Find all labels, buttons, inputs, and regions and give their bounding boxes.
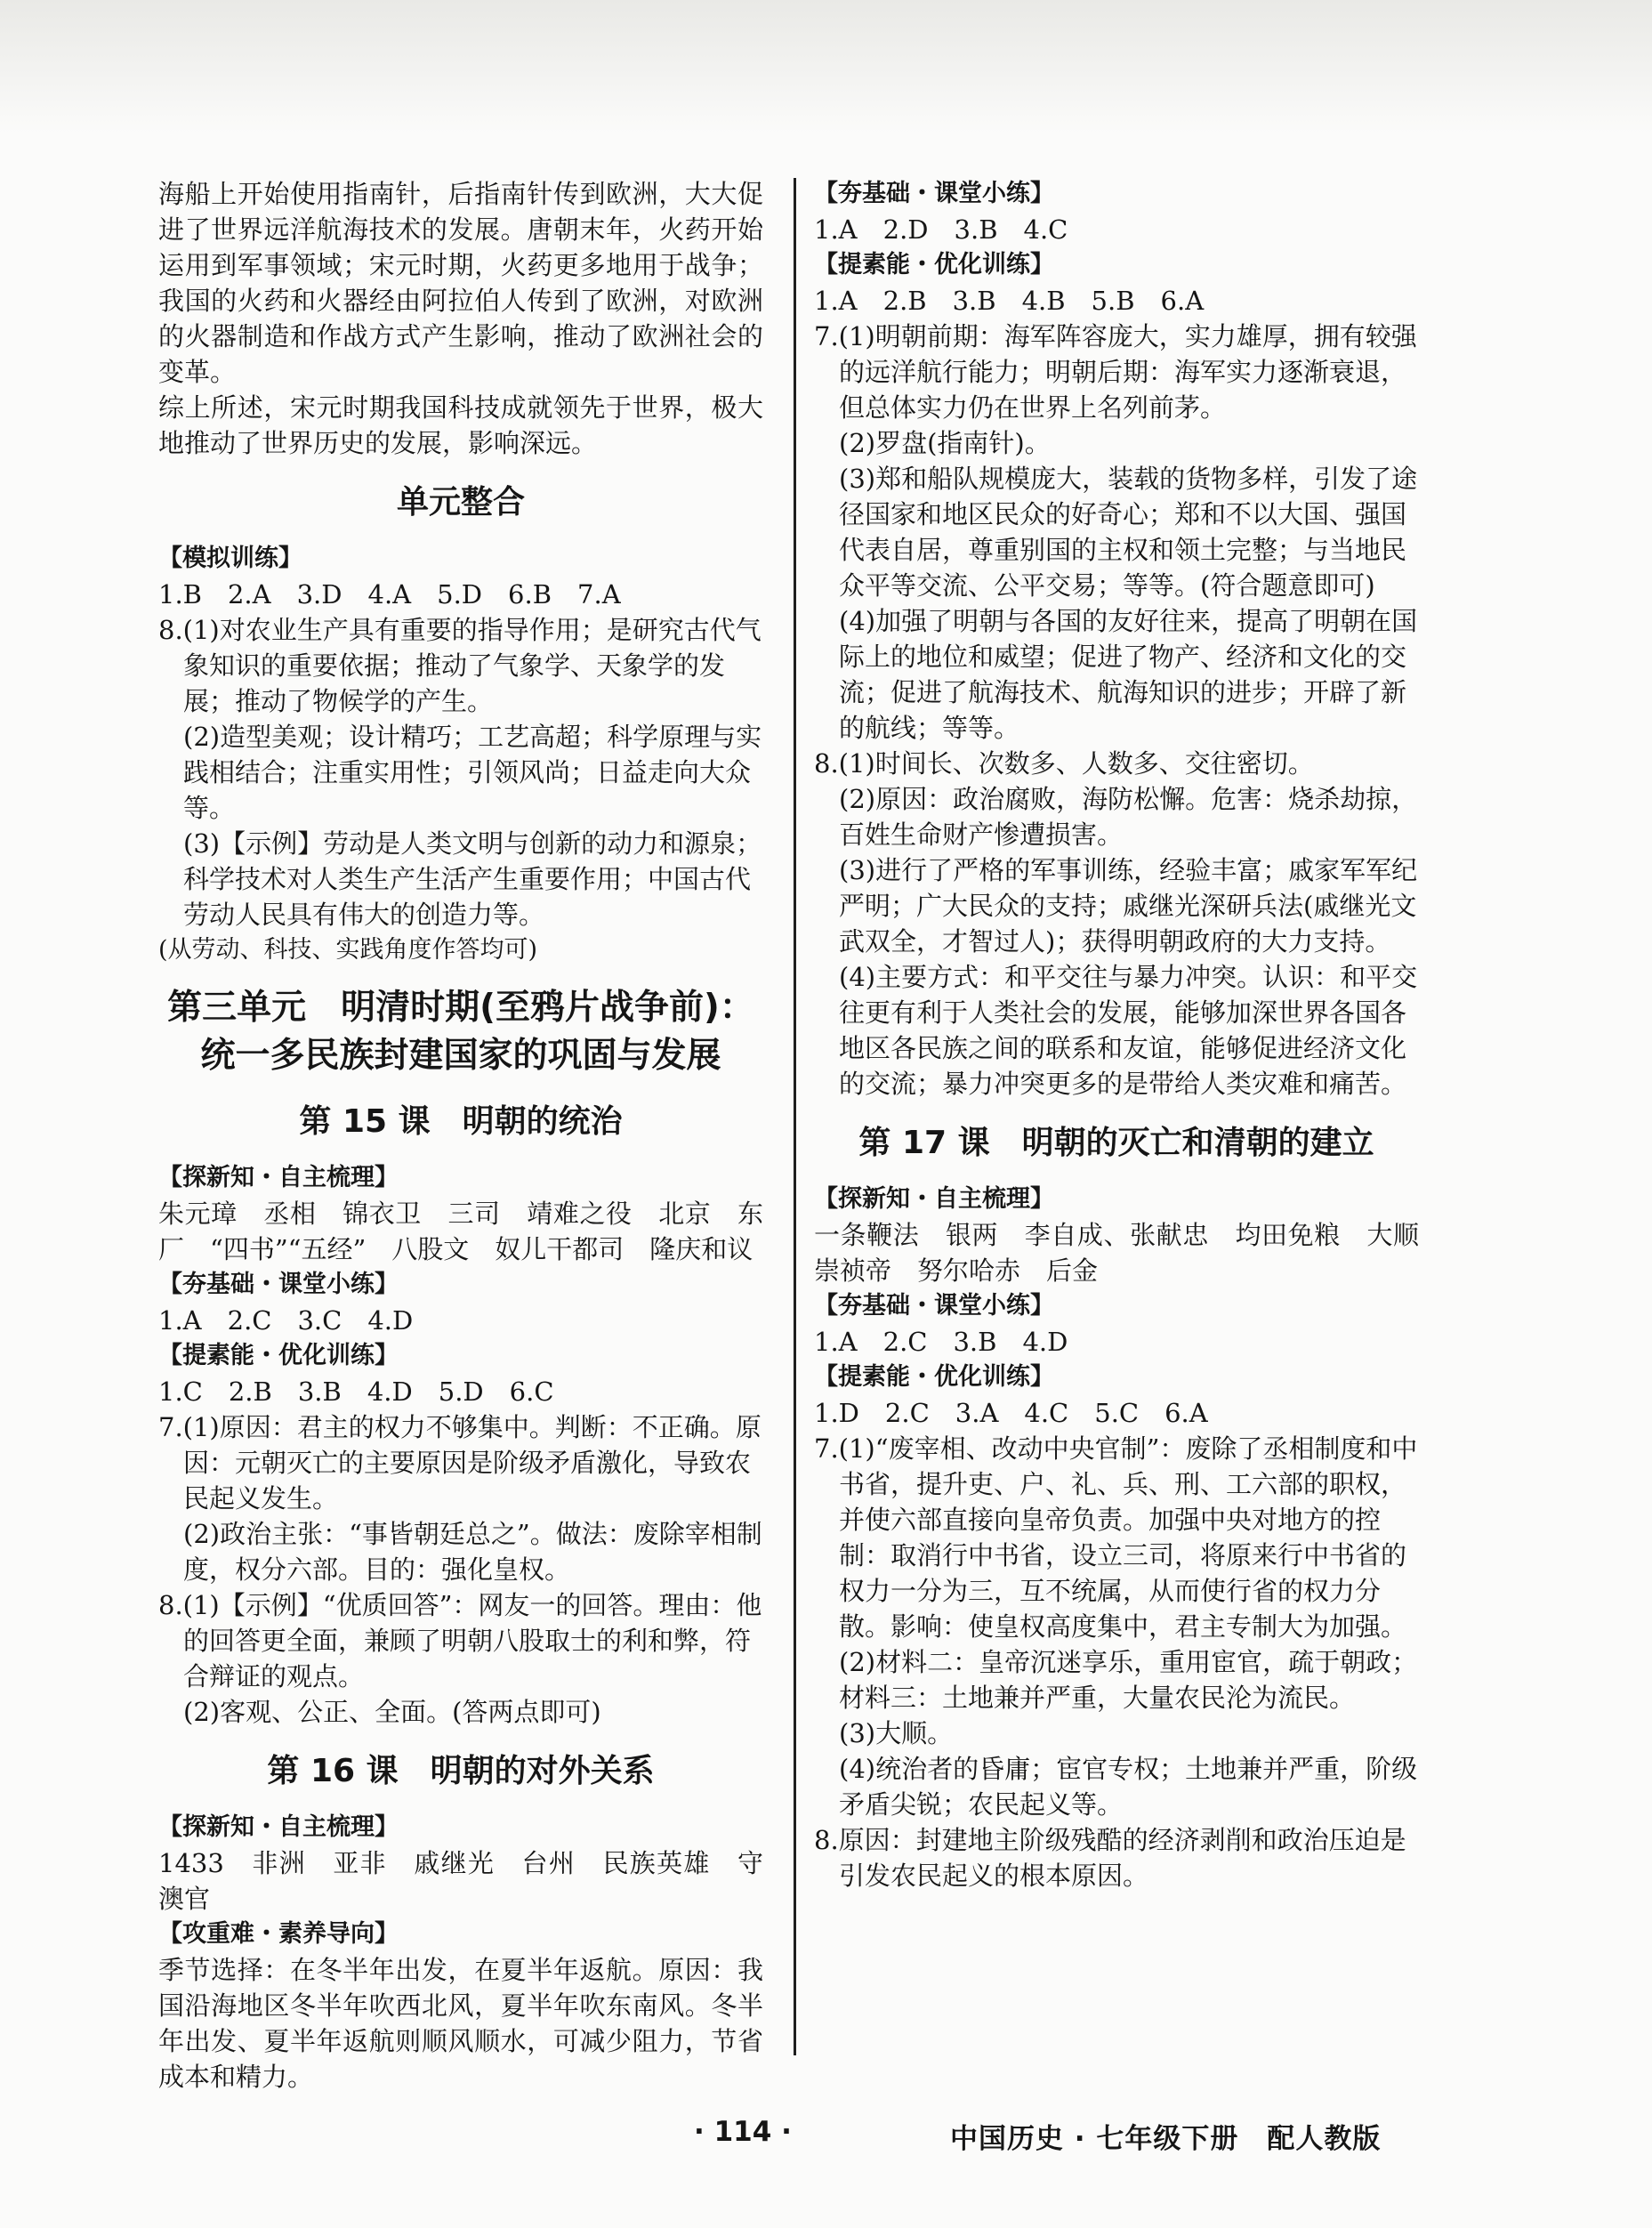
- lesson-16-title: 第 16 课 明朝的对外关系: [267, 1753, 655, 1789]
- section-label: 【模拟训练】: [158, 545, 302, 572]
- answer-line: 7.(1)明朝前期：海军阵容庞大，实力雄厚，拥有较强的远洋航行能力；明朝后期：海军实力逐渐衰退，但总体实力仍在世界上名列前茅。: [814, 321, 1417, 423]
- answer-line: (4)加强了明朝与各国的友好往来，提高了明朝在国际上的地位和威望；促进了物产、经济和文化的交流；促进了航海技术、航海知识的进步；开辟了新的航线；等等。: [839, 606, 1418, 743]
- page-footer: [0, 2116, 1652, 2160]
- answer-line: 1.A 2.C 3.C 4.D: [158, 1305, 414, 1336]
- answer-line: (2)原因：政治腐败，海防松懈。危害：烧杀劫掠，百姓生命财产惨遭损害。: [839, 784, 1418, 850]
- answer-line: 1.A 2.D 3.B 4.C: [814, 214, 1068, 245]
- section-label: 【探新知・自主梳理】: [814, 1185, 1054, 1213]
- section-label: 【夯基础・课堂小练】: [814, 180, 1054, 207]
- book-info: 中国历史 · 七年级下册 配人教版: [950, 2123, 1382, 2155]
- answer-line: 7.(1)原因：君主的权力不够集中。判断：不正确。原因：元朝灭亡的主要原因是阶级矛盾激化，导致农民起义发生。: [158, 1412, 762, 1514]
- answer-line: 1.C 2.B 3.B 4.D 5.D 6.C: [158, 1376, 554, 1407]
- answer-line: 8.原因：封建地主阶级残酷的经济剥削和政治压迫是引发农民起义的根本原因。: [814, 1825, 1406, 1891]
- page-number: · 114 ·: [694, 2116, 792, 2148]
- column-divider: [794, 178, 796, 2055]
- lesson-15-title: 第 15 课 明朝的统治: [299, 1103, 623, 1140]
- answer-line: (3)【示例】劳动是人类文明与创新的动力和源泉；科学技术对人类生产生活产生重要作用；中国古代劳动人民具有伟大的创造力等。: [183, 828, 762, 930]
- section-label: 【夯基础・课堂小练】: [158, 1271, 399, 1298]
- answer-line: (4)统治者的昏庸；宦官专权；土地兼并严重，阶级矛盾尖锐；农民起义等。: [839, 1754, 1418, 1820]
- answer-line: (2)罗盘(指南针)。: [839, 428, 1051, 458]
- answer-line: 7.(1)“废宰相、改动中央官制”：废除了丞相制度和中书省，提升吏、户、礼、兵、刑、工六部的职权，并使六部直接向皇帝负责。加强中央对地方的控制：取消行中书省，设立三司，将原来行中书省的权力一分为三，互不统属，从而使行省的权力分散。影响：使皇权高度集中，君主专制大为加强。: [814, 1433, 1418, 1642]
- answer-line: 1.B 2.A 3.D 4.A 5.D 6.B 7.A: [158, 579, 621, 609]
- answer-line: 8.(1)时间长、次数多、人数多、交往密切。: [814, 748, 1314, 779]
- page-top-shading: [0, 0, 1652, 133]
- intro-summary: 综上所述，宋元时期我国科技成就领先于世界，极大地推动了世界历史的发展，影响深远。: [158, 392, 763, 458]
- section-label: 【探新知・自主梳理】: [158, 1164, 399, 1191]
- left-column: [158, 176, 763, 2095]
- section-label: 【夯基础・课堂小练】: [814, 1292, 1054, 1320]
- answer-line: (4)主要方式：和平交往与暴力冲突。认识：和平交往更有利于人类社会的发展，能够加深世界各国各地区各民族之间的联系和友谊，能够促进经济文化的交流；暴力冲突更多的是带给人类灾难和痛苦。: [839, 962, 1418, 1099]
- answer-line: (2)政治主张：“事皆朝廷总之”。做法：废除宰相制度，权分六部。目的：强化皇权。: [183, 1519, 762, 1585]
- answer-line: 8.(1)对农业生产具有重要的指导作用；是研究古代气象知识的重要依据；推动了气象学、天象学的发展；推动了物候学的产生。: [158, 615, 762, 716]
- answer-line: (3)进行了严格的军事训练，经验丰富；戚家军军纪严明；广大民众的支持；戚继光深研兵法(戚继光文武双全，才智过人)；获得明朝政府的大力支持。: [839, 855, 1418, 957]
- answer-line: (2)造型美观；设计精巧；工艺高超；科学原理与实践相结合；注重实用性；引领风尚；日益走向大众等。: [183, 722, 762, 823]
- answer-line: (2)客观、公正、全面。(答两点即可): [183, 1697, 601, 1727]
- section-label: 【探新知・自主梳理】: [158, 1813, 399, 1841]
- answer-line: 1.A 2.C 3.B 4.D: [814, 1327, 1068, 1357]
- keyword-list: 朱元璋 丞相 锦衣卫 三司 靖难之役 北京 东厂 “四书”“五经” 八股文 奴儿干都司 隆庆和议: [158, 1199, 763, 1264]
- lesson-17-title: 第 17 课 明朝的灭亡和清朝的建立: [858, 1125, 1374, 1161]
- unit-review-title: 单元整合: [396, 484, 525, 521]
- section-label: 【提素能・优化训练】: [814, 251, 1054, 278]
- answer-line: 1.A 2.B 3.B 4.B 5.B 6.A: [814, 286, 1205, 316]
- unit-three-title-line1: 第三单元 明清时期(至鸦片战争前)：: [167, 988, 754, 1028]
- answer-line: (3)郑和船队规模庞大，装载的货物多样，引发了途径国家和地区民众的好奇心；郑和不以大国、强国代表自居，尊重别国的主权和领土完整；与当地民众平等交流、公平交易；等等。(符合题意即可): [839, 464, 1418, 601]
- answer-paragraph: 季节选择：在冬半年出发，在夏半年返航。原因：我国沿海地区冬半年吹西北风，夏半年吹东南风。冬半年出发、夏半年返航则顺风顺水，可减少阻力，节省成本和精力。: [158, 1955, 763, 2092]
- keyword-list: 一条鞭法 银两 李自成、张献忠 均田免粮 大顺 崇祯帝 努尔哈赤 后金: [814, 1220, 1446, 1286]
- unit-three-title: [158, 984, 763, 1080]
- section-label: 【提素能・优化训练】: [158, 1342, 399, 1369]
- answer-line: 1.D 2.C 3.A 4.C 5.C 6.A: [814, 1398, 1208, 1428]
- answer-line: (2)材料二：皇帝沉迷享乐，重用宦官，疏于朝政；材料三：土地兼并严重，大量农民沦为流民。: [839, 1647, 1418, 1713]
- unit-three-title-line2: 统一多民族封建国家的巩固与发展: [200, 1036, 721, 1076]
- intro-paragraph: 海船上开始使用指南针，后指南针传到欧洲，大大促进了世界远洋航海技术的发展。唐朝末年，火药开始运用到军事领域；宋元时期，火药更多地用于战争；我国的火药和火器经由阿拉伯人传到了欧洲，对欧洲的火器制造和作战方式产生影响，推动了欧洲社会的变革。: [158, 179, 763, 387]
- section-label: 【提素能・优化训练】: [814, 1363, 1054, 1391]
- answer-note: (从劳动、科技、实践角度作答均可): [158, 936, 538, 964]
- keyword-list: 1433 非洲 亚非 戚继光 台州 民族英雄 守澳官: [158, 1848, 763, 1914]
- right-column: [814, 176, 1446, 1893]
- answer-line: 8.(1)【示例】“优质回答”：网友一的回答。理由：他的回答更全面，兼顾了明朝八股取士的利和弊，符合辩证的观点。: [158, 1590, 762, 1691]
- section-label: 【攻重难・素养导向】: [158, 1920, 399, 1948]
- answer-line: (3)大顺。: [839, 1718, 954, 1748]
